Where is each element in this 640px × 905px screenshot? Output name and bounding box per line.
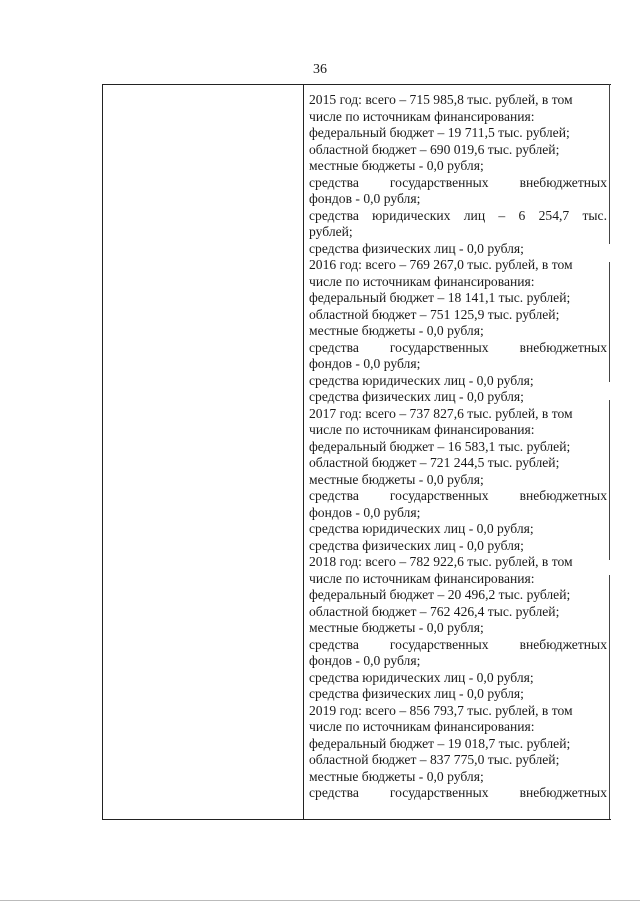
right-border-segment [609,400,610,560]
text-line: средства государственных внебюджетных [309,488,607,503]
left-cell [103,85,303,818]
text-line: средства физических лиц - 0,0 рубля; [309,537,524,553]
text-line: средства государственных внебюджетных [309,174,607,190]
text-line: числе по источникам финансирования: [309,108,535,124]
text-line: областной бюджет – 721 244,5 тыс. рублей; [309,455,560,470]
funding-text-cell [309,92,607,802]
text-line: средства юридических лиц - 0,0 рубля; [309,521,534,536]
text-line: местные бюджеты - 0,0 рубля; [309,768,484,784]
text-line: числе по источникам финансирования: [309,570,535,586]
text-line: 2017 год: всего – 737 827,6 тыс. рублей, в том [309,405,573,421]
text-line: местные бюджеты - 0,0 рубля; [309,471,484,487]
text-line: фондов - 0,0 рубля; [309,653,421,668]
text-line: федеральный бюджет – 19 018,7 тыс. рублей; [309,735,571,751]
text-line: федеральный бюджет – 19 711,5 тыс. рублей; [309,125,570,140]
text-line: 2018 год: всего – 782 922,6 тыс. рублей, в том [309,554,573,569]
text-line: фондов - 0,0 рубля; [309,356,421,371]
text-line: средства физических лиц - 0,0 рубля; [309,240,524,256]
text-line: средства юридических лиц – 6 254,7 тыс. [309,207,607,223]
text-line: областной бюджет – 837 775,0 тыс. рублей; [309,752,560,767]
right-border-segment [609,262,610,382]
text-line: средства государственных внебюджетных [309,636,607,652]
text-line: 2015 год: всего – 715 985,8 тыс. рублей, в том [309,92,573,107]
text-line: числе по источникам финансирования: [309,273,535,289]
text-line: федеральный бюджет – 18 141,1 тыс. рублей; [309,290,571,305]
text-line: средства физических лиц - 0,0 рубля; [309,686,524,701]
text-line: федеральный бюджет – 20 496,2 тыс. рублей; [309,587,571,602]
text-line: областной бюджет – 690 019,6 тыс. рублей; [309,141,560,157]
text-line: 2019 год: всего – 856 793,7 тыс. рублей, в том [309,702,573,718]
text-line: средства государственных внебюджетных [309,339,607,355]
text-line: 2016 год: всего – 769 267,0 тыс. рублей, в том [309,257,573,272]
text-line: областной бюджет – 762 426,4 тыс. рублей; [309,603,560,619]
text-line: числе по источникам финансирования: [309,719,535,734]
text-line: средства физических лиц - 0,0 рубля; [309,389,524,404]
text-line: числе по источникам финансирования: [309,422,535,437]
right-border-segment [609,575,610,819]
text-line: рублей; [309,224,353,239]
text-line: фондов - 0,0 рубля; [309,191,421,206]
text-line: областной бюджет – 751 125,9 тыс. рублей; [309,306,560,322]
text-line: местные бюджеты - 0,0 рубля; [309,158,484,173]
footer-rule [0,900,640,901]
text-line: средства государственных внебюджетных [309,785,607,800]
column-divider [303,84,304,819]
page-number: 36 [313,62,327,77]
text-line: средства юридических лиц - 0,0 рубля; [309,669,534,685]
text-line: местные бюджеты - 0,0 рубля; [309,620,484,635]
text-line: средства юридических лиц - 0,0 рубля; [309,372,534,388]
text-line: местные бюджеты - 0,0 рубля; [309,323,484,338]
right-border-segment [609,84,610,244]
text-line: фондов - 0,0 рубля; [309,504,421,520]
text-line: федеральный бюджет – 16 583,1 тыс. рублей; [309,438,571,454]
